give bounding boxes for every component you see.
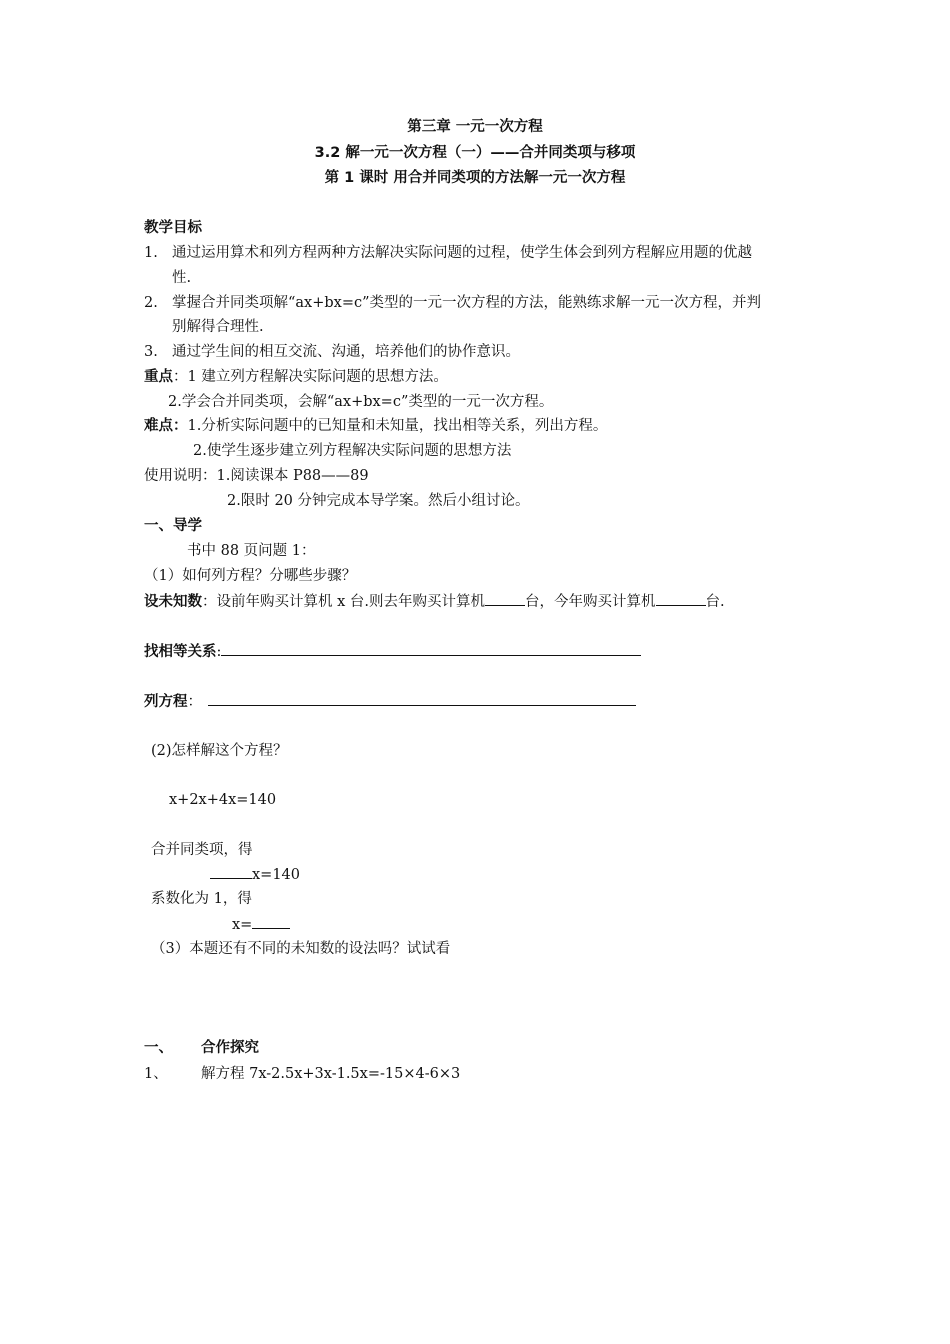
result-blank[interactable] bbox=[252, 914, 290, 929]
coop-item-text: 解方程 7x-2.5x+3x-1.5x=-15×4-6×3 bbox=[201, 1066, 461, 1082]
last-year-blank[interactable] bbox=[485, 591, 525, 606]
relation-sep: : bbox=[216, 644, 222, 660]
difficulty-label: 难点： bbox=[144, 418, 188, 434]
unknown-label: 设未知数 bbox=[144, 594, 202, 610]
lesson-title: 第 1 课时 用合并同类项的方法解一元一次方程 bbox=[324, 170, 626, 186]
chapter-title: 第三章 一元一次方程 bbox=[407, 119, 543, 135]
guide-heading: 一、导学 bbox=[144, 518, 202, 534]
difficulty-line-1: 1.分析实际问题中的已知量和未知量，找出相等关系，列出方程。 bbox=[187, 418, 608, 434]
guide-q1: （1）如何列方程？分哪些步骤？ bbox=[144, 568, 357, 584]
usage bbox=[144, 466, 369, 486]
difficulty-line-2: 2.使学生逐步建立列方程解决实际问题的思想方法 bbox=[193, 443, 512, 459]
key-label: 重点 bbox=[144, 369, 173, 385]
guide-q2: (2)怎样解这个方程？ bbox=[151, 743, 288, 759]
unknown-text-3: 台. bbox=[705, 594, 725, 610]
relation-line bbox=[144, 641, 641, 662]
coop-item-num: 1、 bbox=[144, 1066, 168, 1082]
difficulty bbox=[144, 416, 607, 436]
section-title: 3.2 解一元一次方程（一）——合并同类项与移项 bbox=[314, 145, 636, 161]
result-label: x= bbox=[232, 917, 253, 933]
goal-1-num: 1. bbox=[144, 245, 158, 261]
guide-equation: x+2x+4x=140 bbox=[169, 792, 277, 808]
relation-label: 找相等关系 bbox=[144, 644, 217, 660]
unknown-text-2: 台，今年购买计算机 bbox=[525, 594, 656, 610]
key-line-2: 2.学会合并同类项，会解“ax+bx=c”类型的一元一次方程。 bbox=[168, 394, 554, 410]
this-year-blank[interactable] bbox=[656, 591, 706, 606]
equation-line bbox=[144, 691, 636, 712]
coefficient-blank[interactable] bbox=[210, 864, 252, 879]
goal-2-num: 2. bbox=[144, 295, 158, 311]
unknown-text-1: ：设前年购买计算机 x 台.则去年购买计算机 bbox=[202, 594, 486, 610]
goal-2-text: 掌握合并同类项解“ax+bx=c”类型的一元一次方程的方法，能熟练求解一元一次方程，并判 bbox=[172, 295, 762, 311]
equation-label: 列方程 bbox=[144, 694, 188, 710]
equation-blank[interactable] bbox=[208, 691, 636, 706]
coop-num: 一、 bbox=[144, 1040, 173, 1056]
usage-line-1: 1.阅读课本 P88——89 bbox=[216, 468, 369, 484]
goal-1-text: 通过运用算术和列方程两种方法解决实际问题的过程，使学生体会到列方程解应用题的优越 bbox=[172, 245, 752, 261]
combined-equation-line bbox=[210, 864, 300, 885]
usage-label: 使用说明： bbox=[144, 468, 217, 484]
coefficient-step: 系数化为 1，得 bbox=[151, 891, 252, 907]
usage-line-2: 2.限时 20 分钟完成本导学案。然后小组讨论。 bbox=[227, 493, 530, 509]
combine-step: 合并同类项，得 bbox=[151, 842, 253, 858]
equation-sep: ： bbox=[187, 694, 202, 710]
unknown-line bbox=[144, 591, 725, 612]
goals-heading: 教学目标 bbox=[144, 220, 202, 236]
combined-equation: x=140 bbox=[252, 867, 301, 883]
goal-3-num: 3. bbox=[144, 344, 158, 360]
guide-q3: （3）本题还有不同的未知数的设法吗？试试看 bbox=[151, 941, 451, 957]
goal-3-text: 通过学生间的相互交流、沟通，培养他们的协作意识。 bbox=[172, 344, 520, 360]
relation-blank[interactable] bbox=[221, 641, 641, 656]
key-sep: ： bbox=[173, 369, 188, 385]
result-line bbox=[232, 914, 290, 935]
goal-2-text-cont: 别解得合理性. bbox=[172, 319, 264, 335]
key-line-1: 1 建立列方程解决实际问题的思想方法。 bbox=[187, 369, 448, 385]
coop-heading: 合作探究 bbox=[201, 1040, 259, 1056]
guide-problem: 书中 88 页问题 1： bbox=[187, 543, 316, 559]
goal-1-text-cont: 性. bbox=[172, 270, 192, 286]
key-points bbox=[144, 367, 448, 387]
